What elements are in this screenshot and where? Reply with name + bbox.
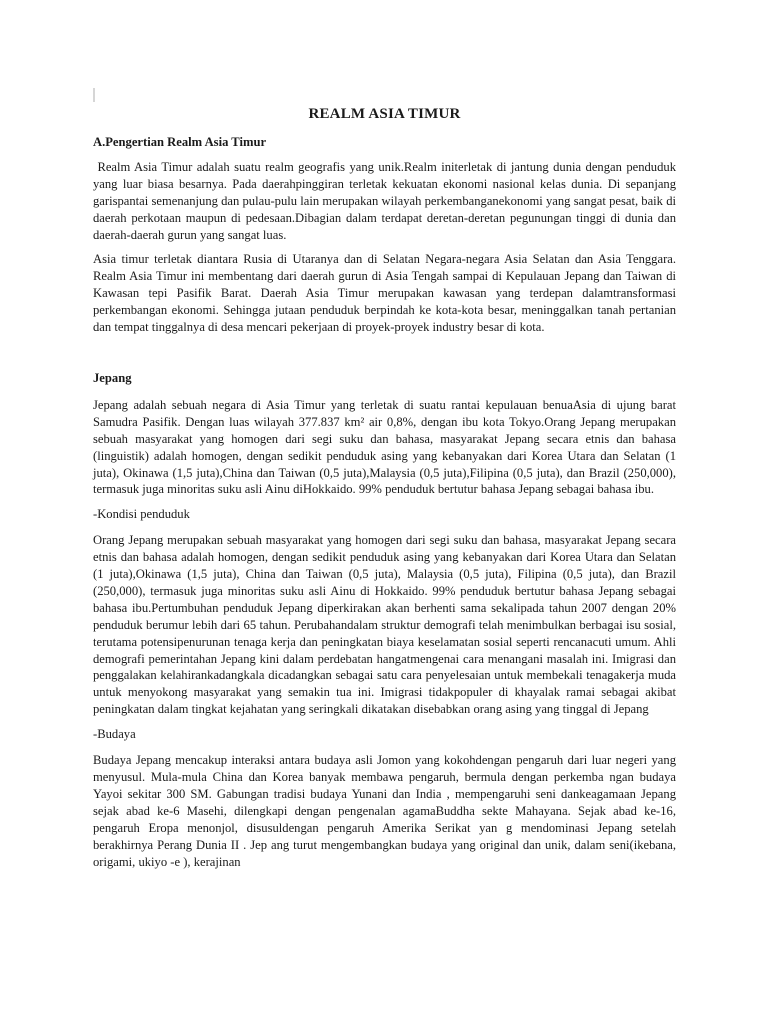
paragraph-realm-location: Asia timur terletak diantara Rusia di Utaranya dan di Selatan Negara-negara Asia Selatan dan Asia Tenggara. Realm Asia Timur ini membentang dari daerah gurun di Asia Tengah sampai di Kepulauan Jepang dan Taiwan di Kawasan tepi Pasifik Barat. Daerah Asia Timur merupakan kawasan yang terdepan dalamtransformasi perkembangan ekonomi. Sehingga jutaan penduduk berpindah ke kota-kota besar, meninggalkan tanah pertanian dan tempat tinggalnya di desa mencari pekerjaan di proyek-proyek industry besar di kota. (93, 252, 676, 335)
paragraph-budaya: Budaya Jepang mencakup interaksi antara budaya asli Jomon yang kokohdengan pengaruh dari luar negeri yang menyusul. Mula-mula China dan Korea banyak membawa pengaruh, bermula dengan perkemba ngan budaya Yayoi sekitar 300 SM. Gabungan tradisi budaya Yunani dan India , mempengaruhi seni dankeagamaan Jepang sejak abad ke-6 Masehi, dilengkapi dengan pengenalan agamaBuddha sekte Mahayana. Sejak abad ke-16, pengaruh Eropa menonjol, disusuldengan pengaruh Amerika Serikat yan g mendominasi Jepang setelah berakhirnya Perang Dunia II . Jep ang turut mengembangkan budaya yang original dan unik, dalam seni(ikebana, origami, ukiyo -e ), kerajinan (93, 753, 676, 869)
kondisi-penduduk-heading: -Kondisi penduduk (93, 507, 190, 522)
budaya-heading: -Budaya (93, 727, 136, 742)
paragraph-realm-definition: Realm Asia Timur adalah suatu realm geografis yang unik.Realm initerletak di jantung dunia dengan penduduk yang luar biasa besarnya. Pada daerahpinggiran terletak kekuatan ekonomi nasional kelas dunia. Di sepanjang garispantai semenanjung dan pulau-pulu lain merupakan wilayah perkembanganekonomi yang sangat pesat, baik di daerah perkotaan maupun di pedesaan.Dibagian dalam terdapat deretan-deretan pegunungan tinggi di dunia dan daerah-daerah gurun yang sangat luas. (93, 159, 680, 242)
paragraph-kondisi-penduduk: Orang Jepang merupakan sebuah masyarakat yang homogen dari segi suku dan bahasa, masyarakat Jepang secara etnis dan bahasa adalah homogen, dengan sedikit penduduk asing yang kebanyakan dari Korea Utara dan Selatan (1 juta),Okinawa (1,5 juta), China dan Taiwan (0,5 juta), Malaysia (0,5 juta), Filipina (0,5 juta), dan Brazil (250,000), termasuk juga minoritas suku asli Ainu di Hokkaido. 99% penduduk bertutur bahasa Jepang sebagai bahasa ibu.Pertumbuhan penduduk Jepang diperkirakan akan berhenti sama sekalipada tahun 2007 dengan 20% penduduk berumur lebih dari 65 tahun. Perubahandalam struktur demografi telah menimbulkan berbagai isu sosial, terutama potensipenurunan tenaga kerja dan peningkatan biaya keselamatan sosial seperti rencanacuti umum. Ahli demografi pemerintahan Jepang kini dalam perdebatan hangatmengenai cara menangani masalah ini. Imigrasi dan penggalakan kelahirankadangkala dicadangkan sebagai satu cara penyelesaian untuk membekali tenagakerja muda untuk menyokong masyarakat yang semakin tua ini. Imigrasi tidakpopuler di khayalak ramai sebagai akibat peningkatan dalam tingkat kejahatan yang seringkali dikatakan disebabkan orang asing yang tinggal di Jepang (93, 533, 676, 717)
document-page (93, 104, 680, 878)
document-title: REALM ASIA TIMUR (308, 106, 461, 122)
jepang-heading: Jepang (93, 370, 132, 385)
margin-mark (93, 88, 95, 102)
spacer (93, 344, 676, 370)
paragraph-jepang-intro: Jepang adalah sebuah negara di Asia Timur yang terletak di suatu rantai kepulauan benuaAsia di ujung barat Samudra Pasifik. Dengan luas wilayah 377.837 km² air 0,8%, dengan ibu kota Tokyo.Orang Jepang merupakan sebuah masyarakat yang homogen dari segi suku dan bahasa, masyarakat Jepang secara etnis dan bahasa (linguistik) adalah homogen, dengan sedikit penduduk asing yang kebanyakan dari Korea Utara dan Selatan (1 juta), Okinawa (1,5 juta),China dan Taiwan (0,5 juta),Malaysia (0,5 juta),Filipina (0,5 juta), dan Brazil (250,000), termasuk juga minoritas suku asli Ainu diHokkaido. 99% penduduk bertutur bahasa Jepang sebagai bahasa ibu. (93, 397, 676, 497)
section-a-heading: A.Pengertian Realm Asia Timur (93, 135, 267, 149)
